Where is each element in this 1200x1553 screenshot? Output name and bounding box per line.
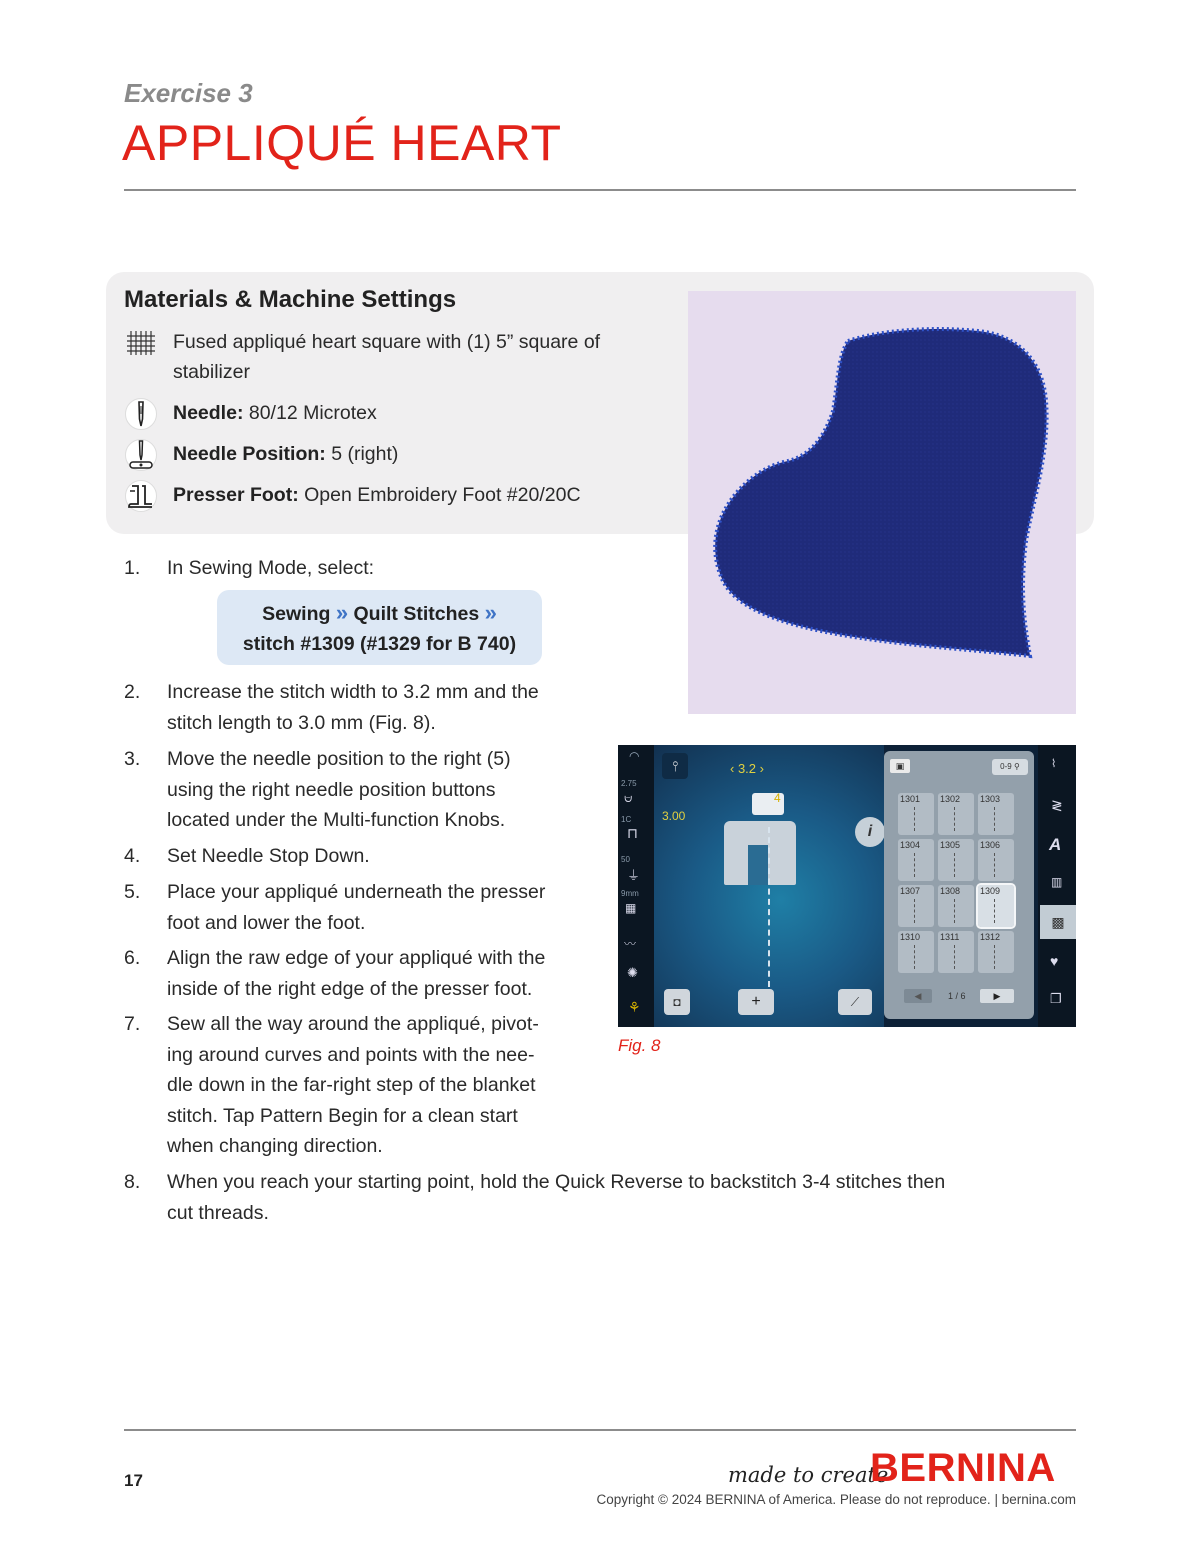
alphabets-icon[interactable]: A <box>1049 835 1062 854</box>
step-number: 2. <box>124 681 141 703</box>
copyright-notice: Copyright © 2024 BERNINA of America. Please do not reproduce. | bernina.com <box>596 1492 1076 1507</box>
stitch-pattern-preview <box>914 807 915 831</box>
stitch-cell-1306[interactable] <box>978 839 1014 881</box>
memory-icon[interactable]: ❐ <box>1050 991 1062 1006</box>
step-text: stitch length to 3.0 mm (Fig. 8). <box>167 711 436 734</box>
chevron-right-icon: » <box>484 600 497 625</box>
step-number: 3. <box>124 748 141 770</box>
stitch-width-value: 3.2 <box>737 761 757 776</box>
stitch-pattern-preview <box>914 899 915 923</box>
stitch-number: 1310 <box>900 932 921 942</box>
step-text: inside of the right edge of the presser foot. <box>167 977 533 1000</box>
step-text: In Sewing Mode, select: <box>167 557 375 579</box>
stitch-number: 1302 <box>940 794 961 804</box>
step-text: Align the raw edge of your appliqué with the <box>167 947 546 969</box>
stitch-number: 1311 <box>940 932 960 942</box>
stitch-pattern-preview <box>954 945 955 969</box>
stitch-cell-1305[interactable] <box>938 839 974 881</box>
practical-stitches-icon[interactable]: ⌇ <box>1051 758 1057 770</box>
stitch-cell-1308[interactable] <box>938 885 974 927</box>
material-item-needle-position <box>124 439 644 471</box>
callout-stitch-number: stitch #1309 (#1329 for B 740) <box>242 633 517 655</box>
foot-pressure-icon[interactable]: ⏚ <box>627 868 641 883</box>
personal-program-heart-icon[interactable]: ♥ <box>1050 953 1059 969</box>
stitch-cell-1309[interactable] <box>978 885 1014 927</box>
stabilizer-grid-icon <box>124 327 164 359</box>
stitch-number: 1312 <box>980 932 1001 942</box>
stitch-cell-1307[interactable] <box>898 885 934 927</box>
stitch-selection-panel <box>884 751 1034 1019</box>
stitch-pattern-preview <box>954 899 955 923</box>
step-2 <box>124 677 594 741</box>
screen-right-toolbar <box>1038 745 1076 1027</box>
step-text: ing around curves and points with the nee- <box>167 1043 535 1066</box>
decorative-stitches-icon[interactable]: ≷ <box>1051 797 1063 813</box>
menu-path-callout <box>217 590 542 665</box>
exercise-label: Exercise 3 <box>124 78 253 108</box>
presser-foot-indicator-icon[interactable]: ⊓ <box>627 825 638 841</box>
applique-heart-photo <box>688 291 1076 714</box>
stitch-length-value: 3.00 <box>662 809 686 823</box>
material-label: Needle Position: <box>173 443 326 465</box>
needle-position-button[interactable]: ⫯ <box>662 753 688 779</box>
stitch-grid <box>898 793 1024 983</box>
figure-caption: Fig. 8 <box>618 1036 661 1055</box>
step-text: Sew all the way around the appliqué, pivot- <box>167 1013 539 1035</box>
step-number: 7. <box>124 1013 141 1035</box>
step-text: cut threads. <box>167 1201 269 1224</box>
pattern-begin-button[interactable]: ◘ <box>664 989 690 1015</box>
step-8 <box>124 1167 1024 1231</box>
wifi-icon: ◠ <box>629 749 640 763</box>
step-text: When you reach your starting point, hold the Quick Reverse to backstitch 3-4 stitches then <box>167 1171 946 1193</box>
step-text: Increase the stitch width to 3.2 mm and the <box>167 681 539 703</box>
quilt-stitches-tab-icon[interactable]: ▩ <box>1040 905 1076 939</box>
stitch-edit-button[interactable]: ⟋ <box>838 989 872 1015</box>
page-title: APPLIQUÉ HEART <box>122 115 562 171</box>
material-value: 80/12 Microtex <box>243 402 377 424</box>
page-indicator: 1 / 6 <box>948 991 966 1001</box>
stitch-pattern-preview <box>914 945 915 969</box>
needle-position-icon <box>124 439 164 471</box>
stitch-number: 1306 <box>980 840 1001 850</box>
step-text: stitch. Tap Pattern Begin for a clean start <box>167 1104 518 1127</box>
stitch-cell-1310[interactable] <box>898 931 934 973</box>
stitch-number: 1304 <box>900 840 921 850</box>
search-label: 0-9 <box>1000 762 1012 771</box>
step-text: foot and lower the foot. <box>167 911 366 934</box>
step-3 <box>124 744 594 840</box>
tension-icon[interactable]: ⩁ <box>624 791 633 805</box>
page-number: 17 <box>124 1471 143 1490</box>
needle-position-number: 4 <box>774 791 781 805</box>
info-button[interactable]: i <box>855 817 885 847</box>
material-item-needle <box>124 398 644 430</box>
stitch-cell-1303[interactable] <box>978 793 1014 835</box>
header-divider <box>124 189 1076 191</box>
step-text: located under the Multi-function Knobs. <box>167 809 506 831</box>
stitch-pattern-preview <box>954 853 955 877</box>
page-prev-button[interactable]: ◀ <box>904 989 932 1003</box>
brand-logo: BERNINA <box>870 1446 1056 1490</box>
stitch-number: 1307 <box>900 886 921 896</box>
step-number: 5. <box>124 881 141 903</box>
screen-main-display <box>654 745 884 1027</box>
material-text-cont: stabilizer <box>173 361 250 383</box>
material-item-stabilizer <box>124 327 644 387</box>
screen-left-toolbar <box>618 745 654 1027</box>
tension-value: 2.75 <box>621 779 637 788</box>
material-label: Presser Foot: <box>173 484 299 506</box>
step-5 <box>124 877 594 941</box>
stitch-plate-icon[interactable]: ▦ <box>625 901 637 915</box>
plate-value: 9mm <box>621 889 639 898</box>
stitch-cell-1302[interactable] <box>938 793 974 835</box>
presser-foot-icon <box>124 480 164 512</box>
stitch-pattern-preview <box>994 899 995 923</box>
stitch-pattern-preview <box>914 853 915 877</box>
step-number: 1. <box>124 557 141 579</box>
add-button[interactable]: + <box>738 989 774 1015</box>
feed-dog-icon[interactable]: 〰 <box>624 937 637 951</box>
stitch-cell-1301[interactable] <box>898 793 934 835</box>
callout-sewing: Sewing <box>262 603 331 625</box>
step-number: 8. <box>124 1171 141 1193</box>
quilt-stitch-category-icon[interactable]: ▣ <box>890 759 910 773</box>
page-next-button[interactable]: ▶ <box>980 989 1014 1003</box>
stitch-number: 1303 <box>980 794 1001 804</box>
machine-screen-figure <box>618 745 1076 1027</box>
callout-quilt-stitches: Quilt Stitches <box>353 603 480 625</box>
step-text: Set Needle Stop Down. <box>167 845 370 867</box>
stitch-line <box>768 827 772 987</box>
tagline: made to create <box>728 1463 889 1487</box>
stitch-number: 1308 <box>940 886 961 896</box>
stitch-pattern-preview <box>994 853 995 877</box>
step-text: Move the needle position to the right (5) <box>167 748 511 770</box>
step-text: when changing direction. <box>167 1135 383 1157</box>
material-value: Open Embroidery Foot #20/20C <box>298 484 581 506</box>
stitch-width-readout: ‹ 3.2 › <box>730 761 764 776</box>
step-text: dle down in the far-right step of the blanket <box>167 1074 536 1096</box>
stitch-cell-1311[interactable] <box>938 931 974 973</box>
stitch-number: 1305 <box>940 840 961 850</box>
stitch-cell-1312[interactable] <box>978 931 1014 973</box>
step-4 <box>124 841 594 873</box>
material-item-presser-foot <box>124 480 644 512</box>
stitch-cell-1304[interactable] <box>898 839 934 881</box>
material-text: Fused appliqué heart square with (1) 5” square of <box>173 331 601 353</box>
foot-value: 1C <box>621 815 632 824</box>
step-text: using the right needle position buttons <box>167 778 496 801</box>
footer-divider <box>124 1429 1076 1431</box>
stitch-number: 1301 <box>900 794 921 804</box>
step-text: Place your appliqué underneath the presser <box>167 881 546 903</box>
stitch-pattern-preview <box>994 807 995 831</box>
step-number: 6. <box>124 947 141 969</box>
chevron-right-icon: » <box>335 600 349 625</box>
stitch-search-button[interactable]: 0-9 ⚲ <box>992 759 1028 775</box>
material-label: Needle: <box>173 402 244 424</box>
needle-threader-icon[interactable]: ⚘ <box>628 999 641 1015</box>
pressure-value: 50 <box>621 855 630 864</box>
bobbin-icon[interactable]: ✺ <box>627 965 638 980</box>
needle-icon <box>124 398 164 430</box>
stitch-pattern-preview <box>994 945 995 969</box>
stitch-number: 1309 <box>980 886 1001 896</box>
stitch-pattern-preview <box>954 807 955 831</box>
step-6 <box>124 943 594 1007</box>
presser-foot-opening <box>748 845 768 885</box>
step-number: 4. <box>124 845 141 867</box>
material-value: 5 (right) <box>325 443 399 465</box>
step-7 <box>124 1009 594 1165</box>
materials-heading: Materials & Machine Settings <box>124 286 457 313</box>
buttonholes-icon[interactable]: ▥ <box>1051 875 1063 889</box>
step-1 <box>124 553 684 585</box>
